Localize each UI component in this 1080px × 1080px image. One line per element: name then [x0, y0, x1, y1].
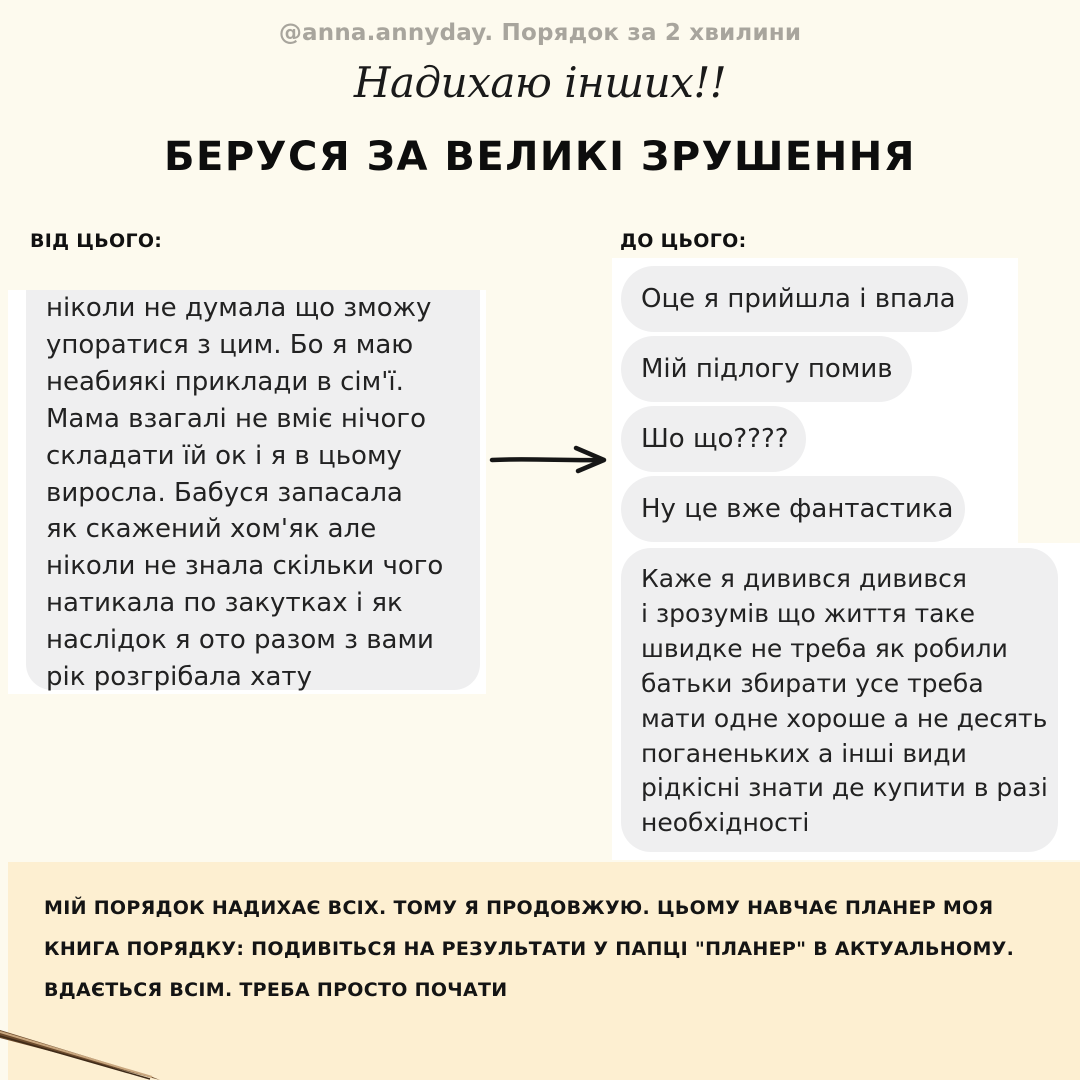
- after-line: Каже я дивився дивився: [641, 564, 967, 593]
- label-from: ВІД ЦЬОГО:: [30, 230, 163, 252]
- header-handle: @anna.annyday. Порядок за 2 хвилини: [278, 20, 802, 46]
- arrow-right-icon: [488, 440, 612, 480]
- before-line: наслідок я ото разом з вами: [46, 625, 434, 656]
- script-subtitle: Надихаю інших!!: [353, 58, 727, 107]
- after-message-bubble-long: [621, 548, 1058, 852]
- footer-line: КНИГА ПОРЯДКУ: ПОДИВІТЬСЯ НА РЕЗУЛЬТАТИ У ПАПЦІ "ПЛАНЕР" В АКТУАЛЬНОМУ.: [44, 938, 1015, 960]
- footer-text: [44, 888, 1054, 1011]
- after-line: необхідності: [641, 808, 810, 838]
- before-line: Мама взагалі не вміє нічого: [46, 403, 426, 434]
- after-line: і зрозумів що життя таке: [641, 598, 975, 628]
- after-message-bubble: Ну це вже фантастика: [621, 476, 965, 542]
- after-line: поганеньких а інші види: [641, 738, 967, 768]
- before-message-text: [46, 290, 476, 696]
- before-line: натикала по закутках і як: [46, 588, 403, 619]
- before-line: складати їй ок і я в цьому: [46, 440, 402, 471]
- before-line: неабиякі приклади в сім'ї.: [46, 366, 404, 397]
- before-line: виросла. Бабуся запасала: [46, 477, 403, 508]
- footer-line: МІЙ ПОРЯДОК НАДИХАЄ ВСІХ. ТОМУ Я ПРОДОВЖУЮ. ЦЬОМУ НАВЧАЄ ПЛАНЕР МОЯ: [44, 897, 994, 919]
- after-line: рідкісні знати де купити в разі: [641, 773, 1048, 803]
- after-message-bubble: Шо що????: [621, 406, 806, 472]
- before-line: як скажений хом'як але: [46, 514, 377, 545]
- after-line: мати одне хороше а не десять: [641, 703, 1048, 733]
- after-message-bubble: Мій підлогу помив: [621, 336, 912, 402]
- before-line: рік розгрібала хату: [46, 662, 312, 693]
- label-to: ДО ЦЬОГО:: [620, 230, 747, 252]
- after-message-bubble: Оце я прийшла і впала: [621, 266, 968, 332]
- page-title: БЕРУСЯ ЗА ВЕЛИКІ ЗРУШЕННЯ: [164, 134, 916, 180]
- before-line: ніколи не знала скільки чого: [46, 551, 444, 582]
- after-line: швидке не треба як робили: [641, 633, 1008, 663]
- before-line: упоратися з цим. Бо я маю: [46, 329, 414, 360]
- before-line: ніколи не думала що зможу: [46, 293, 432, 323]
- footer-line: ВДАЄТЬСЯ ВСІМ. ТРЕБА ПРОСТО ПОЧАТИ: [44, 979, 508, 1001]
- pencil-icon: [0, 1020, 160, 1080]
- after-line: батьки збирати усе треба: [641, 668, 984, 698]
